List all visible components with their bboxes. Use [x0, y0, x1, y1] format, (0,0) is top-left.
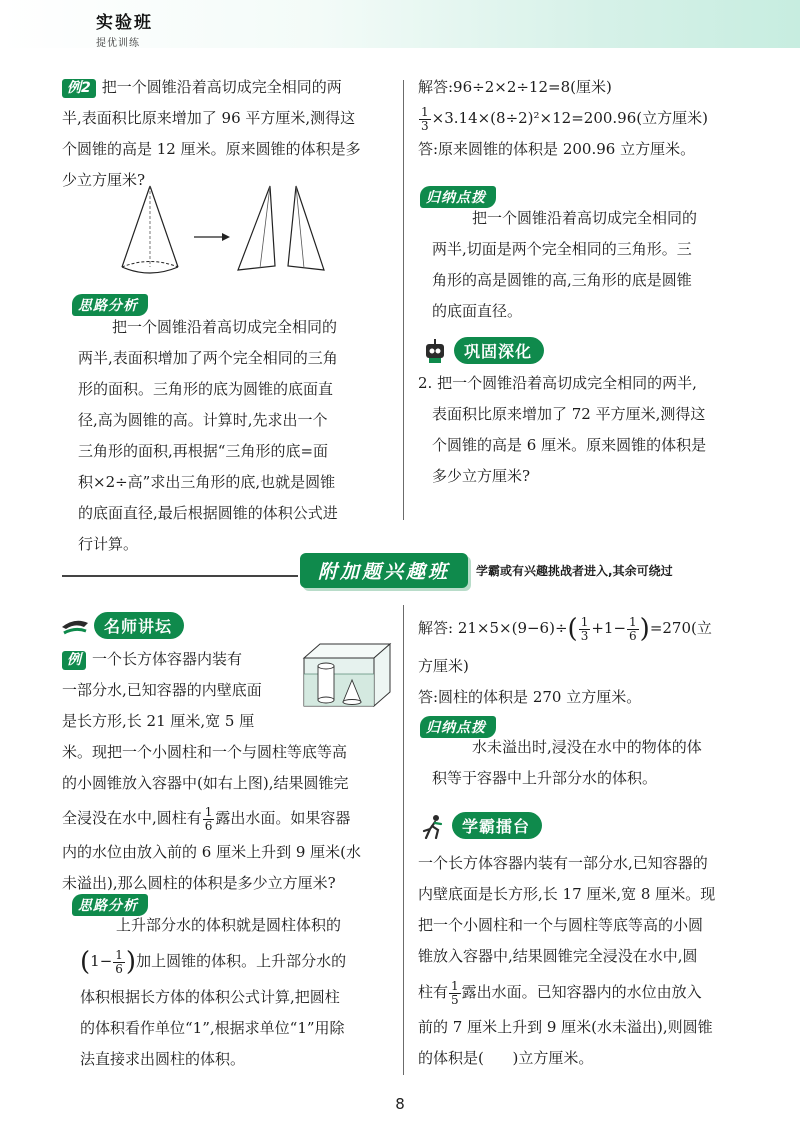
analysis1-line: 形的面积。三角形的底为圆锥的底面直	[78, 380, 334, 398]
solution3-line3: 答:圆柱的体积是 270 立方厘米。	[418, 688, 642, 706]
summary2-line: 积等于容器中上升部分水的体积。	[432, 769, 658, 787]
summary2-title: 归纳点拨	[420, 716, 496, 738]
challenge-line1: 一个长方体容器内装有一部分水,已知容器的	[418, 854, 708, 872]
summary1-line: 的底面直径。	[432, 302, 523, 320]
solution2-line3: 答:原来圆锥的体积是 200.96 立方厘米。	[418, 140, 696, 158]
solution2-line1: 解答:96÷2×2÷12=8(厘米)	[418, 78, 612, 96]
consolidate-line: 2. 把一个圆锥沿着高切成完全相同的两半,	[418, 374, 697, 392]
challenge-line3: 把一个小圆柱和一个与圆柱等底等高的小圆	[418, 916, 704, 934]
teacher-line6: 全浸没在水中,圆柱有 $\frac{1}{6}$ 露出水面。如果容器	[62, 804, 351, 833]
analysis2-text	[80, 910, 400, 1075]
solution2-line2: $\frac{1}{3}$ ×3.14×(8÷2)²×12=200.96(立方厘米)	[421, 104, 708, 133]
solution2-text	[418, 72, 788, 165]
column-divider-bottom	[403, 605, 404, 1075]
cone-figure	[122, 186, 178, 273]
example2-line2: 半,表面积比原来增加了 96 平方厘米,测得这	[62, 109, 356, 127]
analysis1-line: 两半,表面积增加了两个完全相同的三角	[78, 349, 338, 367]
fraction: $\frac{1}{3}$	[580, 614, 589, 643]
summary1-title: 归纳点拨	[420, 186, 496, 208]
analysis2-line3: 体积根据长方体的体积公式计算,把圆柱	[80, 988, 340, 1006]
challenge-line4: 锥放入容器中,结果圆锥完全浸没在水中,圆	[418, 947, 698, 965]
consolidate-line: 多少立方厘米?	[432, 467, 531, 485]
challenge-line5: 柱有 $\frac{1}{5}$ 露出水面。已知容器内的水位由放入	[418, 978, 702, 1007]
summary2-text	[432, 732, 782, 794]
consolidate-line: 个圆锥的高是 6 厘米。原来圆锥的体积是	[432, 436, 707, 454]
analysis2-line5: 法直接求出圆柱的体积。	[80, 1050, 246, 1068]
cone-cut-diagram	[110, 182, 350, 282]
column-divider-top	[403, 80, 404, 520]
teacher-tag: 例	[62, 651, 86, 670]
fraction: $\frac{1}{6}$	[629, 614, 637, 643]
teacher-line8: 未溢出),那么圆柱的体积是多少立方厘米?	[62, 874, 336, 892]
analysis1-line: 把一个圆锥沿着高切成完全相同的	[112, 318, 338, 336]
teacher-hat-icon	[60, 613, 90, 639]
banner-note: 学霸或有兴趣挑战者进入,其余可绕过	[476, 564, 673, 578]
container-diagram	[302, 640, 394, 710]
brand-logo	[96, 8, 153, 49]
analysis1-line: 行计算。	[78, 535, 139, 553]
analysis1-line: 的底面直径,最后根据圆锥的体积公式进	[78, 504, 338, 522]
summary1-line: 角形的高是圆锥的高,三角形的底是圆锥	[432, 271, 692, 289]
runner-icon	[418, 813, 448, 839]
teacher-title: 名师讲坛	[60, 612, 184, 639]
summary1-text	[432, 203, 782, 327]
challenge-line7: 的体积是( )立方厘米。	[418, 1049, 594, 1067]
cone-half-right	[288, 186, 324, 270]
consolidate-title: 巩固深化	[420, 337, 544, 364]
solution3-line1: 解答: 21×5×(9−6)÷( $\frac{1}{3}$ +1− $\frac{1}{6}$ )=270(立	[418, 614, 712, 644]
example2-text	[62, 72, 392, 196]
analysis2-line4: 的体积看作单位“1”,根据求单位“1”用除	[80, 1019, 345, 1037]
cone-half-left	[238, 186, 275, 270]
fraction: $\frac{1}{5}$	[451, 978, 459, 1007]
summary1-line: 两半,切面是两个完全相同的三角形。三	[432, 240, 692, 258]
teacher-line3: 是长方形,长 21 厘米,宽 5 厘	[62, 712, 255, 730]
solution3-line2: 方厘米)	[418, 657, 469, 675]
fraction: $\frac{1}{6}$	[204, 804, 213, 833]
analysis1-text	[78, 312, 398, 560]
analysis2-line2: (1− $\frac{1}{6}$ )加上圆锥的体积。上升部分水的	[80, 947, 347, 977]
fraction: $\frac{1}{3}$	[421, 104, 429, 133]
teacher-line1: 一个长方体容器内装有	[92, 650, 243, 668]
brand-main: 实验班	[96, 13, 153, 33]
teacher-line5: 的小圆锥放入容器中(如右上图),结果圆锥完	[62, 774, 349, 792]
challenge-line6: 前的 7 厘米上升到 9 厘米(水未溢出),则圆锥	[418, 1018, 713, 1036]
fraction: $\frac{1}{6}$	[115, 947, 123, 976]
banner-rule-left	[62, 575, 298, 577]
analysis1-line: 三角形的面积,再根据“三角形的底=面	[78, 442, 329, 460]
summary1-line: 把一个圆锥沿着高切成完全相同的	[472, 209, 698, 227]
solution3-text	[418, 606, 792, 713]
analysis2-title: 思路分析	[72, 894, 148, 916]
robot-icon	[420, 338, 450, 364]
summary2-line: 水未溢出时,浸没在水中的物体的体	[472, 738, 702, 756]
banner-title: 附加题兴趣班	[300, 553, 468, 588]
teacher-line2: 一部分水,已知容器的内壁底面	[62, 681, 262, 699]
example2-line4: 少立方厘米?	[62, 171, 146, 189]
analysis2-line1: 上升部分水的体积就是圆柱体积的	[116, 916, 342, 934]
challenge-title: 学霸擂台	[418, 812, 542, 839]
analysis1-line: 径,高为圆锥的高。计算时,先求出一个	[78, 411, 328, 429]
consolidate-line: 表面积比原来增加了 72 平方厘米,测得这	[432, 405, 706, 423]
analysis1-title: 思路分析	[72, 294, 148, 316]
challenge-text	[418, 848, 792, 1074]
teacher-line7: 内的水位由放入前的 6 厘米上升到 9 厘米(水	[62, 843, 362, 861]
cylinder-shape	[318, 663, 334, 703]
challenge-line2: 内壁底面是长方形,长 17 厘米,宽 8 厘米。现	[418, 885, 716, 903]
teacher-line4: 米。现把一个小圆柱和一个与圆柱等底等高	[62, 743, 348, 761]
page-number: 8	[395, 1095, 405, 1113]
arrow	[194, 233, 230, 241]
example2-line3: 个圆锥的高是 12 厘米。原来圆锥的体积是多	[62, 140, 361, 158]
consolidate-text	[418, 368, 788, 492]
bonus-banner	[300, 553, 673, 588]
analysis1-line: 积×2÷高”求出三角形的底,也就是圆锥	[78, 473, 336, 491]
example2-tag: 例2	[62, 79, 96, 98]
brand-sub: 提优训练	[96, 38, 140, 49]
example2-line1: 把一个圆锥沿着高切成完全相同的两	[101, 78, 342, 96]
